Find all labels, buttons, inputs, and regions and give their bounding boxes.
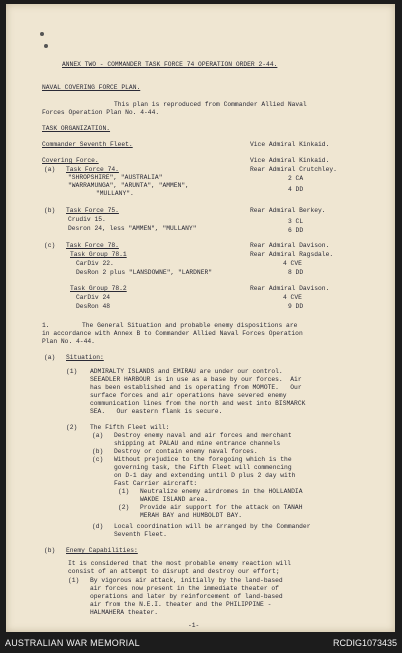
tf74-ships: "WARRAMUNGA", "ARUNTA", "AMMEN",: [68, 182, 189, 189]
tg782-line: CarDiv 24: [76, 294, 111, 301]
annex-header: ANNEX TWO - COMMANDER TASK FORCE 74 OPERATION ORDER 2-44.: [62, 61, 278, 68]
intro-line: Forces Operation Plan No. 4-44.: [42, 109, 160, 116]
fifth-fleet-line: Destroy or contain enemy naval forces.: [114, 448, 258, 455]
item-label: (a): [44, 166, 56, 173]
tf75-rank: Rear Admiral Berkey.: [250, 207, 326, 214]
tf74-ships: "SHROPSHIRE", "AUSTRALIA": [68, 174, 163, 181]
section-title: NAVAL COVERING FORCE PLAN.: [42, 84, 141, 91]
record-id: RCDIG1073435: [332, 638, 397, 648]
intro-line: This plan is reproduced from Commander Allied Naval: [114, 101, 307, 108]
capabilities-line: HALMAHERA theater.: [90, 609, 159, 616]
capabilities-line: air from the N.E.I. theater and the PHILIPPINE -: [90, 601, 272, 608]
fifth-fleet-line: Destroy enemy naval and air forces and merchant: [114, 432, 292, 439]
situation-line: communication lines from the north and west into BISMARCK: [90, 400, 306, 407]
situation-line: has been established and is operating from MOMOTE. Our: [90, 384, 302, 391]
situation-line: ADMIRALTY ISLANDS and EMIRAU are under our control.: [90, 368, 283, 375]
task-group-78-2: Task Group 78.2: [70, 285, 127, 292]
cmd-seventh-rank: Vice Admiral Kinkaid.: [250, 141, 330, 148]
tg781-count: 4 CVE: [283, 260, 302, 267]
tg781-line: CarDiv 22.: [76, 260, 114, 267]
task-org-title: TASK ORGANIZATION.: [42, 125, 111, 132]
archive-name: AUSTRALIAN WAR MEMORIAL: [5, 638, 140, 648]
capabilities-line: air forces now present in the immediate theater of: [90, 585, 279, 592]
situation-line: SEA. Our eastern flank is secure.: [90, 408, 223, 415]
paragraph-number: 1.: [42, 322, 50, 329]
tf75-line: Crudiv 15.: [68, 216, 106, 223]
fifth-fleet-line: Provide air support for the attack on TANAH: [140, 504, 303, 511]
tf78-rank: Rear Admiral Davison.: [250, 242, 330, 249]
tf74-ships: "MULLANY".: [96, 190, 134, 197]
fifth-fleet-line: on D-1 day and extending until D plus 2 day with: [114, 472, 296, 479]
page-number: -1-: [188, 622, 200, 629]
capabilities-line: It is considered that the most probable enemy reaction will: [68, 560, 291, 567]
capabilities-line: consist of an attempt to disrupt and destroy our effort;: [68, 568, 280, 575]
item-label: (b): [44, 207, 56, 214]
item-label: (b): [44, 547, 56, 554]
tf75-count: 3 CL: [288, 218, 304, 225]
fifth-fleet-line: Fast Carrier aircraft:: [114, 480, 198, 487]
capabilities-line: operations and later by reinforcement of land-based: [90, 593, 283, 600]
fifth-fleet-line: Neutralize enemy airdromes in the HOLLANDIA: [140, 488, 303, 495]
tg781-rank: Rear Admiral Ragsdale.: [250, 251, 334, 258]
archive-footer: [0, 634, 402, 653]
covering-force-rank: Vice Admiral Kinkaid.: [250, 157, 330, 164]
item-label: (a): [44, 354, 56, 361]
tf75-count: 6 DD: [288, 227, 304, 234]
tf74-count: 4 DD: [288, 186, 304, 193]
fifth-fleet-line: Without prejudice to the foregoing which is the: [114, 456, 292, 463]
cmd-seventh: Commander Seventh Fleet.: [42, 141, 133, 148]
task-force-74: Task Force 74.: [66, 166, 119, 173]
paragraph-line: in accordance with Annex B to Commander Allied Naval Forces Operation: [42, 330, 303, 337]
fifth-fleet-line: The Fifth Fleet will:: [90, 424, 170, 431]
paragraph-line: Plan No. 4-44.: [42, 338, 95, 345]
tg781-line: DesRon 2 plus "LANSDOWNE", "LARDNER": [76, 269, 213, 276]
situation-title: Situation:: [66, 354, 104, 361]
fifth-fleet-line: shipping at PALAU and mine entrance channels: [114, 440, 281, 447]
fifth-fleet-line: WAKDE ISLAND area.: [140, 496, 209, 503]
item-label: (2): [118, 504, 130, 511]
item-label: (a): [92, 432, 104, 439]
situation-line: surface forces and air operations have severed enemy: [90, 392, 287, 399]
item-label: (1): [68, 577, 80, 584]
paragraph-line: The General Situation and probable enemy dispositions are: [82, 322, 298, 329]
tg782-rank: Rear Admiral Davison.: [250, 285, 330, 292]
tg782-count: 4 CVE: [283, 294, 302, 301]
document-page: [6, 4, 395, 632]
tf74-count: 2 CA: [288, 175, 304, 182]
fifth-fleet-line: governing task, the Fifth Fleet will commencing: [114, 464, 292, 471]
task-group-78-1: Task Group 78.1: [70, 251, 127, 258]
item-label: (1): [66, 368, 78, 375]
tg781-count: 8 DD: [288, 269, 304, 276]
task-force-75: Task Force 75.: [66, 207, 119, 214]
tg782-line: DesRon 48: [76, 303, 111, 310]
fifth-fleet-line: Seventh Fleet.: [114, 531, 167, 538]
punch-hole: [40, 32, 44, 36]
item-label: (1): [118, 488, 130, 495]
punch-hole: [44, 44, 48, 48]
fifth-fleet-line: Local coordination will be arranged by the Commander: [114, 523, 311, 530]
capabilities-line: By vigorous air attack, initially by the land-based: [90, 577, 283, 584]
covering-force: Covering Force.: [42, 157, 99, 164]
item-label: (c): [92, 456, 104, 463]
tf74-rank: Rear Admiral Crutchley.: [250, 166, 337, 173]
item-label: (2): [66, 424, 78, 431]
enemy-capabilities-title: Enemy Capabilities:: [66, 547, 138, 554]
situation-line: SEEADLER HARBOUR is in use as a base by our forces. Air: [90, 376, 302, 383]
tf75-line: Desron 24, less "AMMEN", "MULLANY": [68, 225, 197, 232]
item-label: (c): [44, 242, 56, 249]
tg782-count: 9 DD: [288, 303, 304, 310]
task-force-78: Task Force 78.: [66, 242, 119, 249]
item-label: (d): [92, 523, 104, 530]
item-label: (b): [92, 448, 104, 455]
fifth-fleet-line: MERAH BAY and HUMBOLDT BAY.: [140, 512, 243, 519]
